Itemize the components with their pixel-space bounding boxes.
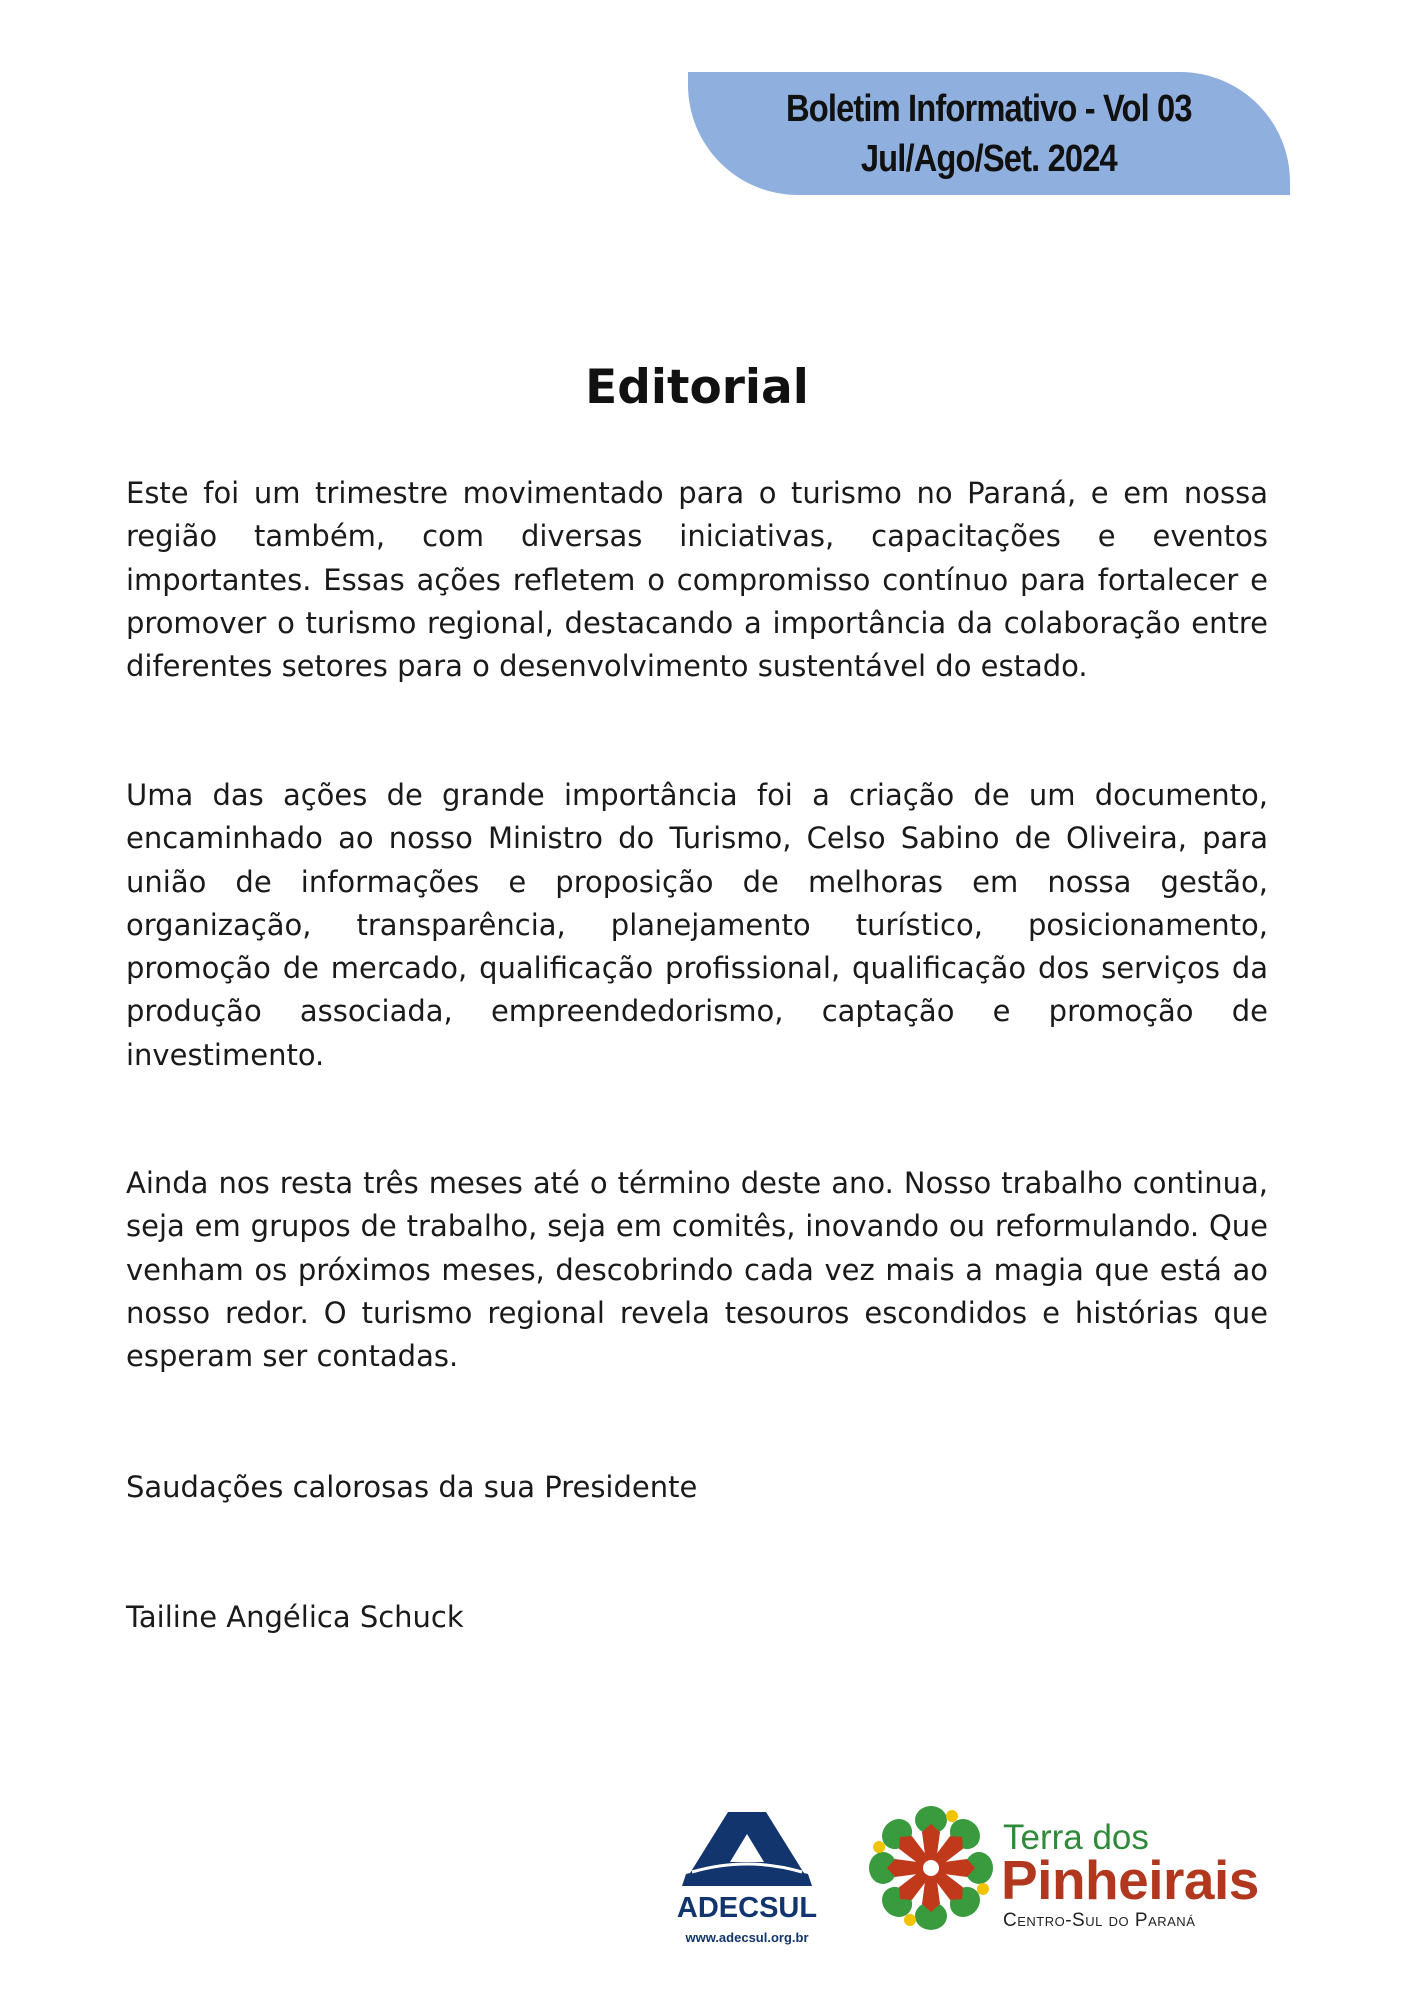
greeting: Saudações calorosas da sua Presidente [126, 1470, 698, 1504]
adecsul-url: www.adecsul.org.br [685, 1930, 809, 1945]
paragraph-1: Este foi um trimestre movimentado para o turismo no Paraná, e em nossa região também, com diversas iniciativas, capacitações e eventos importantes. Essas ações refletem o compromisso contínuo para fortalecer e promover o turismo regional, destacando a importância da colaboração entre diferentes setores para o desenvolvimento sustentável do estado. [126, 476, 1268, 684]
bulletin-period: Jul/Ago/Set. 2024 [860, 137, 1117, 180]
paragraph-2: Uma das ações de grande importância foi a criação de um documento, encaminhado ao nosso Ministro do Turismo, Celso Sabino de Oliveira, para união de informações e proposição de melhoras em nossa gestão, organização, transparência, planejamento turístico, posicionamento, promoção de mercado, qualificação profissional, qualificação dos serviços da produção associada, empreendedorismo, captação e promoção de investimento. [126, 778, 1268, 1072]
adecsul-name: ADECSUL [676, 1892, 818, 1924]
terra-dos-pinheirais-emblem [863, 1800, 999, 1936]
terra-dos-pinheirais-line1: Terra dos [1003, 1818, 1149, 1857]
bulletin-header-tab [688, 72, 1290, 195]
page-title: Editorial [585, 360, 809, 415]
pine-flower-icon [863, 1800, 999, 1936]
terra-dos-pinheirais-region: Centro-Sul do Paraná [1003, 1910, 1196, 1931]
adecsul-a-icon [672, 1808, 822, 1892]
signature: Tailine Angélica Schuck [126, 1600, 464, 1634]
terra-dos-pinheirais-line2: Pinheirais [1001, 1849, 1259, 1911]
adecsul-logo [672, 1808, 822, 1948]
bulletin-volume: Boletim Informativo - Vol 03 [786, 87, 1192, 130]
paragraph-3: Ainda nos resta três meses até o término deste ano. Nosso trabalho continua, seja em grupos de trabalho, seja em comitês, inovando ou reformulando. Que venham os próximos meses, descobrindo cada vez mais a magia que está ao nosso redor. O turismo regional revela tesouros escondidos e histórias que esperam ser contadas. [126, 1166, 1268, 1374]
